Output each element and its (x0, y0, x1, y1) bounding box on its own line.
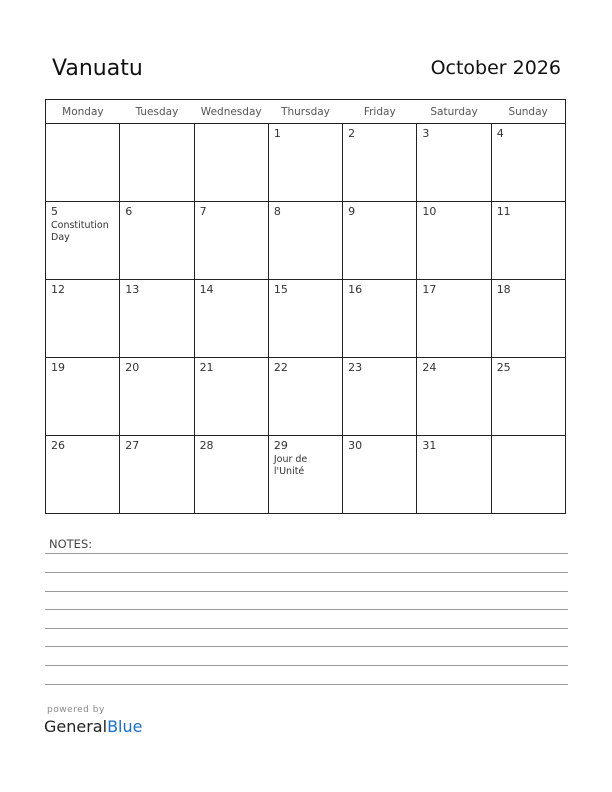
day-cell (417, 202, 491, 280)
day-cell (417, 280, 491, 358)
day-cell (268, 124, 342, 202)
day-cell (120, 280, 194, 358)
day-number: 17 (422, 283, 437, 296)
day-number: 29 (273, 439, 288, 452)
notes-line (45, 609, 568, 610)
day-number: 3 (422, 127, 430, 140)
day-number: 15 (273, 283, 288, 296)
day-number: 13 (125, 283, 140, 296)
day-cell (120, 202, 194, 280)
notes-line (45, 553, 568, 554)
day-number: 14 (199, 283, 214, 296)
day-cell (120, 358, 194, 436)
holiday-label: Constitution Day (51, 220, 109, 243)
day-number: 22 (273, 361, 288, 374)
day-cell (268, 280, 342, 358)
day-number: 10 (422, 205, 437, 218)
day-cell (491, 436, 565, 514)
day-number: 9 (348, 205, 356, 218)
day-number: 8 (273, 205, 281, 218)
day-cell (491, 358, 565, 436)
day-cell (343, 436, 417, 514)
notes-line (45, 572, 568, 573)
day-number: 12 (51, 283, 65, 296)
notes-label: NOTES: (49, 537, 93, 551)
day-cell (194, 436, 268, 514)
weekday-wednesday: Wednesday (194, 100, 268, 124)
weekday-monday: Monday (46, 100, 120, 124)
notes-line (45, 665, 568, 666)
day-cell (417, 124, 491, 202)
day-cell (343, 280, 417, 358)
weekday-friday: Friday (343, 100, 417, 124)
brand-general: General (44, 717, 108, 736)
day-number: 4 (496, 127, 504, 140)
day-cell (343, 124, 417, 202)
day-number: 18 (496, 283, 511, 296)
day-number: 24 (422, 361, 437, 374)
brand-blue: Blue (107, 717, 143, 736)
day-cell (120, 436, 194, 514)
day-cell (343, 358, 417, 436)
holiday-label: Jour de l'Unité (273, 454, 308, 477)
day-number: 27 (125, 439, 140, 452)
day-number: 20 (125, 361, 140, 374)
day-number: 19 (51, 361, 65, 374)
calendar-month-title: October 2026 (430, 57, 561, 79)
notes-line (45, 591, 568, 592)
notes-line (45, 628, 568, 629)
weekday-saturday: Saturday (417, 100, 491, 124)
day-number: 16 (348, 283, 363, 296)
week-row (46, 358, 566, 436)
day-cell (46, 202, 120, 280)
powered-by-text: powered by (47, 705, 105, 715)
day-number: 11 (496, 205, 511, 218)
day-number: 30 (348, 439, 363, 452)
day-number: 21 (199, 361, 214, 374)
weekday-sunday: Sunday (491, 100, 565, 124)
day-cell (268, 358, 342, 436)
day-cell (46, 358, 120, 436)
day-number: 28 (199, 439, 214, 452)
weekday-thursday: Thursday (268, 100, 342, 124)
weekday-header-row (46, 100, 566, 124)
day-cell (194, 280, 268, 358)
calendar-grid (45, 99, 566, 514)
day-cell (46, 124, 120, 202)
day-number: 26 (51, 439, 65, 452)
day-cell (343, 202, 417, 280)
calendar-country-title: Vanuatu (52, 56, 143, 81)
day-cell (491, 124, 565, 202)
day-cell (268, 436, 342, 514)
day-cell (417, 436, 491, 514)
day-cell (46, 436, 120, 514)
day-cell (194, 202, 268, 280)
notes-line (45, 684, 568, 685)
day-number: 5 (51, 205, 58, 218)
week-row (46, 280, 566, 358)
week-row (46, 436, 566, 514)
week-row (46, 202, 566, 280)
day-number: 1 (273, 127, 281, 140)
day-cell (268, 202, 342, 280)
day-cell (491, 280, 565, 358)
week-row (46, 124, 566, 202)
notes-line (45, 646, 568, 647)
day-number: 25 (496, 361, 511, 374)
day-number: 6 (125, 205, 133, 218)
weekday-tuesday: Tuesday (120, 100, 194, 124)
generalblue-logo (44, 717, 142, 736)
day-number: 31 (422, 439, 437, 452)
day-cell (194, 358, 268, 436)
day-cell (120, 124, 194, 202)
day-cell (194, 124, 268, 202)
day-cell (46, 280, 120, 358)
day-number: 23 (348, 361, 363, 374)
day-number: 7 (199, 205, 207, 218)
day-number: 2 (348, 127, 356, 140)
day-cell (491, 202, 565, 280)
day-cell (417, 358, 491, 436)
